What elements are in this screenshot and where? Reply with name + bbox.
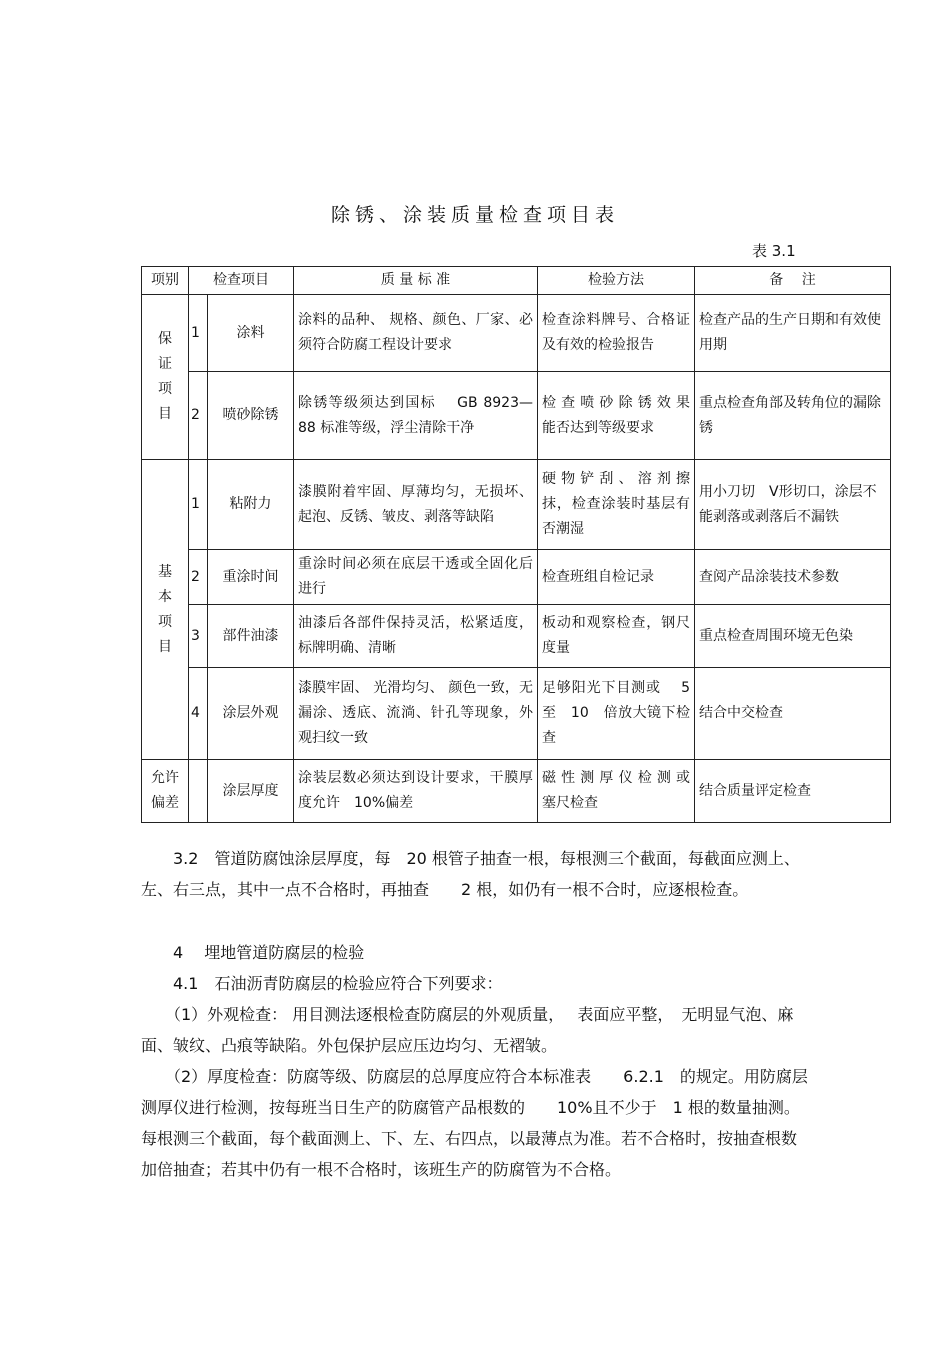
header-method: 检验方法 (538, 267, 695, 295)
row-number: 3 (189, 605, 208, 668)
row-number: 1 (189, 295, 208, 372)
row-number: 1 (189, 460, 208, 550)
row-note: 检查产品的生产日期和有效使用期 (695, 295, 891, 372)
paragraph-appearance-check: （1）外观检查： 用目测法逐根检查防腐层的外观质量， 表面应平整， 无明显气泡、麻面、皱纹、凸痕等缺陷。外包保护层应压边均匀、无褶皱。 (141, 1005, 794, 1055)
row-note: 结合中交检查 (695, 668, 891, 760)
row-note: 重点检查周围环境无色染 (695, 605, 891, 668)
row-number (189, 760, 208, 823)
inspection-table (141, 266, 891, 823)
table-header-row (142, 267, 891, 295)
row-note: 重点检查角部及转角位的漏除锈 (695, 372, 891, 460)
table-row (142, 550, 891, 605)
category-guarantee: 保证项目 (142, 295, 189, 460)
row-standard: 涂装层数必须达到设计要求，干膜厚度允许 10%偏差 (294, 760, 538, 823)
table-row (142, 372, 891, 460)
table-title: 除锈、涂装质量检查项目表 (330, 204, 619, 226)
row-note: 查阅产品涂装技术参数 (695, 550, 891, 605)
row-item: 涂层外观 (208, 668, 294, 760)
table-row (142, 295, 891, 372)
row-item: 喷砂除锈 (208, 372, 294, 460)
table-row (142, 668, 891, 760)
row-method: 检 查 喷 砂 除 锈 效 果 能否达到等级要求 (538, 372, 695, 460)
row-method: 检查涂料牌号、合格证及有效的检验报告 (538, 295, 695, 372)
row-note: 结合质量评定检查 (695, 760, 891, 823)
row-method: 足够阳光下目测或 5 至 10 倍放大镜下检查 (538, 668, 695, 760)
heading-section-4: 4 埋地管道防腐层的检验 (141, 943, 365, 962)
table-row (142, 760, 891, 823)
row-standard: 重涂时间必须在底层干透或全固化后进行 (294, 550, 538, 605)
row-number: 4 (189, 668, 208, 760)
row-number: 2 (189, 550, 208, 605)
row-standard: 涂料的品种、 规格、颜色、厂家、必须符合防腐工程设计要求 (294, 295, 538, 372)
header-standard: 质 量 标 准 (294, 267, 538, 295)
paragraph-3-2: 3.2 管道防腐蚀涂层厚度，每 20 根管子抽查一根，每根测三个截面，每截面应测上、左、右三点，其中一点不合格时，再抽查 2 根，如仍有一根不合时，应逐根检查。 (141, 849, 800, 899)
category-tolerance: 允许偏差 (142, 760, 189, 823)
header-item: 检查项目 (189, 267, 294, 295)
table-number: 表 3.1 (752, 242, 796, 260)
row-standard: 漆膜牢固、 光滑均匀、 颜色一致，无漏涂、透底、流淌、针孔等现象，外观扫纹一致 (294, 668, 538, 760)
paragraph-thickness-check: （2）厚度检查：防腐等级、防腐层的总厚度应符合本标准表 6.2.1 的规定。用防腐层测厚仪进行检测，按每班当日生产的防腐管产品根数的 10%且不少于 1 根的数量抽测。每根测三个截面，每个截面测上、下、左、右四点，以最薄点为准。若不合格时，按抽查根数加倍抽查；若其中仍有一根不合格时，该班生产的防腐管为不合格。 (141, 1067, 808, 1179)
header-category: 项别 (142, 267, 189, 295)
row-item: 重涂时间 (208, 550, 294, 605)
row-item: 涂层厚度 (208, 760, 294, 823)
row-note: 用小刀切 V形切口，涂层不能剥落或剥落后不漏铁 (695, 460, 891, 550)
row-standard: 漆膜附着牢固、厚薄均匀，无损坏、起泡、反锈、皱皮、剥落等缺陷 (294, 460, 538, 550)
row-standard: 油漆后各部件保持灵活，松紧适度，标牌明确、清晰 (294, 605, 538, 668)
row-method: 检查班组自检记录 (538, 550, 695, 605)
row-method: 磁 性 测 厚 仪 检 测 或 塞尺检查 (538, 760, 695, 823)
row-method: 板动和观察检查，钢尺度量 (538, 605, 695, 668)
row-number: 2 (189, 372, 208, 460)
row-method: 硬 物 铲 刮 、 溶 剂 擦 抹，检查涂装时基层有否潮湿 (538, 460, 695, 550)
table-row (142, 460, 891, 550)
table-row (142, 605, 891, 668)
row-item: 部件油漆 (208, 605, 294, 668)
row-item: 涂料 (208, 295, 294, 372)
header-note: 备 注 (695, 267, 891, 295)
paragraph-4-1: 4.1 石油沥青防腐层的检验应符合下列要求： (141, 974, 503, 993)
row-item: 粘附力 (208, 460, 294, 550)
row-standard: 除锈等级须达到国标 GB 8923—88 标准等级，浮尘清除干净 (294, 372, 538, 460)
category-basic: 基本项目 (142, 460, 189, 760)
